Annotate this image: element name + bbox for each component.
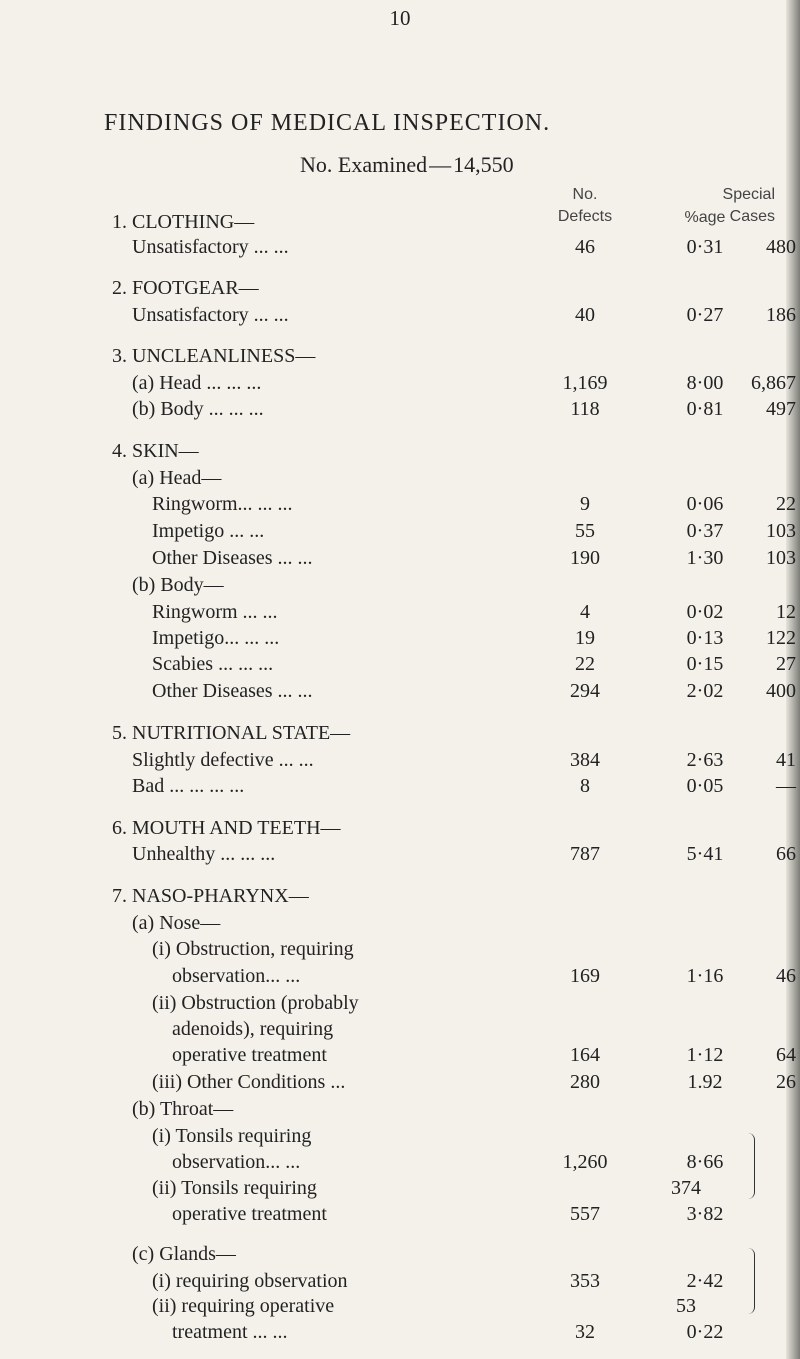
special-cases-value: 12 <box>776 601 796 623</box>
defects-value: 280 <box>570 1071 600 1093</box>
percentage-value: 1·16 <box>686 965 724 987</box>
column-header-defects-line2: Defects <box>557 208 613 225</box>
table-row <box>0 624 800 652</box>
table-row <box>0 1095 800 1123</box>
row-label: adenoids), requiring <box>172 1018 334 1040</box>
row-label: Slightly defective ... ... <box>132 749 314 771</box>
special-cases-value: 103 <box>766 547 796 569</box>
row-label: (c) Glands— <box>132 1243 236 1265</box>
defects-value: 169 <box>570 965 600 987</box>
percentage-value: 0·15 <box>686 653 724 675</box>
table-row <box>0 1267 800 1295</box>
defects-value: 787 <box>570 843 600 865</box>
table-row <box>0 935 800 963</box>
row-label: CLOTHING— <box>132 211 255 233</box>
table-row <box>0 1174 800 1202</box>
special-cases-value: 480 <box>766 236 796 258</box>
percentage-value: 0·37 <box>686 520 724 542</box>
defects-value: 9 <box>580 493 590 515</box>
examined-count <box>300 152 514 178</box>
special-cases-value: — <box>776 775 796 797</box>
special-cases-value: 22 <box>776 493 796 515</box>
table-row <box>0 962 800 990</box>
row-label: (b) Body ... ... ... <box>132 398 264 420</box>
row-number: 7. <box>112 885 127 907</box>
table-row <box>0 301 800 329</box>
table-row <box>0 650 800 678</box>
table-row <box>0 342 800 370</box>
examined-value: 14,550 <box>453 152 514 177</box>
table-row <box>0 464 800 492</box>
row-label: (b) Body— <box>132 574 224 596</box>
defects-value: 19 <box>575 627 595 649</box>
row-number: 3. <box>112 345 127 367</box>
row-label: UNCLEANLINESS— <box>132 345 316 367</box>
special-cases-value: 6,867 <box>751 372 796 394</box>
table-row <box>0 814 800 842</box>
row-label: Ringworm ... ... <box>152 601 278 623</box>
table-row <box>0 208 800 236</box>
table-row <box>0 772 800 800</box>
special-cases-value: 64 <box>776 1044 796 1066</box>
column-header-defects-line1: No. <box>572 186 598 203</box>
column-header-percentage: %age <box>684 209 726 226</box>
percentage-value: 0·31 <box>686 236 724 258</box>
row-label: treatment ... ... <box>172 1321 288 1343</box>
table-row <box>0 369 800 397</box>
page-number: 10 <box>389 6 411 30</box>
row-number: 5. <box>112 722 127 744</box>
examined-separator: — <box>429 152 452 177</box>
defects-value: 294 <box>570 680 600 702</box>
defects-value: 353 <box>570 1270 600 1292</box>
special-cases-value: 122 <box>766 627 796 649</box>
defects-value: 1,169 <box>562 372 608 394</box>
table-row <box>0 989 800 1017</box>
table-row <box>0 598 800 626</box>
defects-value: 22 <box>575 653 595 675</box>
row-label: Unsatisfactory ... ... <box>132 304 289 326</box>
percentage-value: 1·12 <box>686 1044 724 1066</box>
row-label: Bad ... ... ... ... <box>132 775 245 797</box>
percentage-value: 0·02 <box>686 601 724 623</box>
table-row <box>0 1148 800 1176</box>
row-label: operative treatment <box>172 1044 327 1066</box>
row-label: observation... ... <box>172 1151 301 1173</box>
row-label: Impetigo ... ... <box>152 520 265 542</box>
special-cases-value: 374 <box>671 1177 701 1199</box>
defects-value: 557 <box>570 1203 600 1225</box>
table-row <box>0 1200 800 1228</box>
row-label: (ii) Tonsils requiring <box>152 1177 317 1199</box>
table-row <box>0 437 800 465</box>
table-row <box>0 677 800 705</box>
row-label: (i) requiring observation <box>152 1270 348 1292</box>
row-number: 1. <box>112 211 127 233</box>
examined-label: No. Examined <box>300 152 428 177</box>
glands-bracket <box>748 1248 755 1314</box>
percentage-value: 2·02 <box>686 680 724 702</box>
defects-value: 118 <box>570 398 600 420</box>
defects-value: 46 <box>575 236 595 258</box>
table-row <box>0 544 800 572</box>
percentage-value: 8·00 <box>686 372 724 394</box>
row-label: Ringworm... ... ... <box>152 493 293 515</box>
column-header-special-line2: Cases <box>729 208 775 225</box>
row-label: (a) Nose— <box>132 912 221 934</box>
special-cases-value: 400 <box>766 680 796 702</box>
row-label: NUTRITIONAL STATE— <box>132 722 351 744</box>
defects-value: 384 <box>570 749 600 771</box>
row-number: 2. <box>112 277 127 299</box>
row-label: (i) Tonsils requiring <box>152 1125 312 1147</box>
throat-bracket <box>748 1133 755 1199</box>
table-row <box>0 490 800 518</box>
percentage-value: 3·82 <box>686 1203 724 1225</box>
percentage-value: 2·42 <box>686 1270 724 1292</box>
column-header-special-line1: Special <box>722 186 775 203</box>
special-cases-value: 27 <box>776 653 796 675</box>
table-row <box>0 719 800 747</box>
row-label: (ii) Obstruction (probably <box>152 992 359 1014</box>
defects-value: 40 <box>575 304 595 326</box>
row-label: Other Diseases ... ... <box>152 680 313 702</box>
table-row <box>0 274 800 302</box>
table-row <box>0 746 800 774</box>
defects-value: 190 <box>570 547 600 569</box>
defects-value: 32 <box>575 1321 595 1343</box>
table-row <box>0 1292 800 1320</box>
row-label: operative treatment <box>172 1203 327 1225</box>
row-label: (i) Obstruction, requiring <box>152 938 354 960</box>
row-label: (a) Head— <box>132 467 222 489</box>
table-row <box>0 882 800 910</box>
percentage-value: 0·27 <box>686 304 724 326</box>
row-label: (b) Throat— <box>132 1098 234 1120</box>
percentage-value: 2·63 <box>686 749 724 771</box>
row-label: Scabies ... ... ... <box>152 653 274 675</box>
defects-value: 164 <box>570 1044 600 1066</box>
row-label: NASO-PHARYNX— <box>132 885 309 907</box>
percentage-value: 0·22 <box>686 1321 724 1343</box>
table-row <box>0 1122 800 1150</box>
table-row <box>0 1041 800 1069</box>
table-row <box>0 571 800 599</box>
table-row <box>0 1068 800 1096</box>
special-cases-value: 103 <box>766 520 796 542</box>
special-cases-value: 53 <box>676 1295 696 1317</box>
percentage-value: 1·30 <box>686 547 724 569</box>
table-row <box>0 1015 800 1043</box>
percentage-value: 0·06 <box>686 493 724 515</box>
table-row <box>0 1318 800 1346</box>
row-label: Other Diseases ... ... <box>152 547 313 569</box>
percentage-value: 0·05 <box>686 775 724 797</box>
row-label: FOOTGEAR— <box>132 277 259 299</box>
table-row <box>0 395 800 423</box>
special-cases-value: 41 <box>776 749 796 771</box>
special-cases-value: 66 <box>776 843 796 865</box>
row-label: SKIN— <box>132 440 199 462</box>
percentage-value: 1.92 <box>687 1071 723 1093</box>
row-label: Impetigo... ... ... <box>152 627 280 649</box>
table-row <box>0 517 800 545</box>
table-row <box>0 909 800 937</box>
defects-value: 8 <box>580 775 590 797</box>
special-cases-value: 186 <box>766 304 796 326</box>
row-number: 6. <box>112 817 127 839</box>
row-label: Unhealthy ... ... ... <box>132 843 276 865</box>
row-label: (a) Head ... ... ... <box>132 372 262 394</box>
row-label: Unsatisfactory ... ... <box>132 236 289 258</box>
special-cases-value: 26 <box>776 1071 796 1093</box>
special-cases-value: 497 <box>766 398 796 420</box>
defects-value: 4 <box>580 601 590 623</box>
table-row <box>0 840 800 868</box>
row-label: MOUTH AND TEETH— <box>132 817 341 839</box>
table-row <box>0 233 800 261</box>
defects-value: 1,260 <box>562 1151 608 1173</box>
special-cases-value: 46 <box>776 965 796 987</box>
percentage-value: 0·81 <box>686 398 724 420</box>
defects-value: 55 <box>575 520 595 542</box>
row-label: (ii) requiring operative <box>152 1295 335 1317</box>
page-title: FINDINGS OF MEDICAL INSPECTION. <box>104 110 551 136</box>
percentage-value: 5·41 <box>686 843 724 865</box>
row-number: 4. <box>112 440 127 462</box>
percentage-value: 8·66 <box>686 1151 724 1173</box>
percentage-value: 0·13 <box>686 627 724 649</box>
table-row <box>0 1240 800 1268</box>
row-label: (iii) Other Conditions ... <box>152 1071 346 1093</box>
row-label: observation... ... <box>172 965 301 987</box>
